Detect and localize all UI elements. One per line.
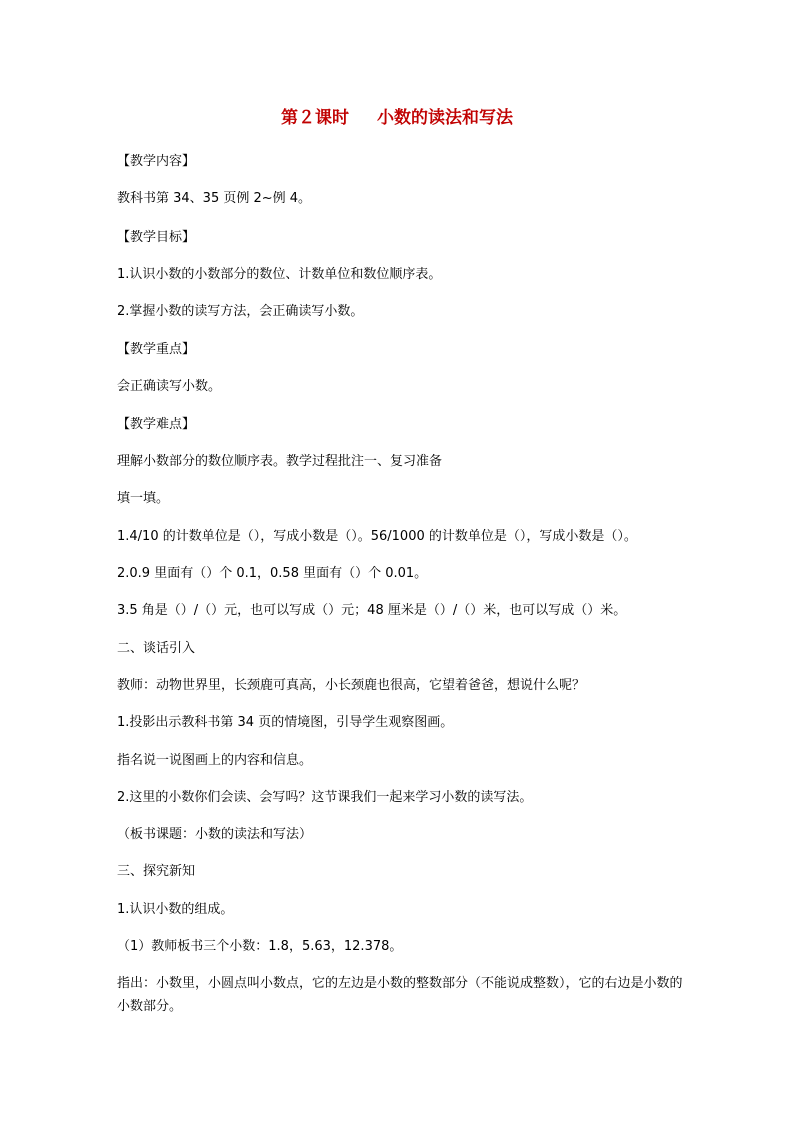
paragraph: 教师：动物世界里，长颈鹿可真高，小长颈鹿也很高，它望着爸爸，想说什么呢？ xyxy=(117,678,586,693)
paragraph: 1.认识小数的组成。 xyxy=(117,902,234,917)
section-heading-intro: 二、谈话引入 xyxy=(117,641,196,656)
section-heading-difficulties: 【教学难点】 xyxy=(117,417,196,432)
paragraph: 填一填。 xyxy=(117,491,170,506)
paragraph: 2.掌握小数的读写方法，会正确读写小数。 xyxy=(117,304,364,319)
paragraph: 指出：小数里，小圆点叫小数点，它的左边是小数的整数部分（不能说成整数），它的右边是小数的小数部分。 xyxy=(117,976,683,1014)
paragraph: 教科书第 34、35 页例 2~例 4。 xyxy=(117,191,312,206)
paragraph: 指名说一说图画上的内容和信息。 xyxy=(117,753,313,768)
paragraph: （1）教师板书三个小数：1.8，5.63，12.378。 xyxy=(117,939,403,954)
section-heading-explore: 三、探究新知 xyxy=(117,864,196,879)
paragraph: 2.这里的小数你们会读、会写吗？这节课我们一起来学习小数的读写法。 xyxy=(117,790,533,805)
paragraph: 3.5 角是（）/（）元，也可以写成（）元；48 厘米是（）/（）米，也可以写成（）米。 xyxy=(117,603,627,618)
paragraph: 2.0.9 里面有（）个 0.1，0.58 里面有（）个 0.01。 xyxy=(117,566,428,581)
section-heading-content: 【教学内容】 xyxy=(117,154,196,169)
title-lesson-name: 小数的读法和写法 xyxy=(377,108,513,128)
title-lesson-number: 第２课时 xyxy=(281,108,349,128)
section-heading-goals: 【教学目标】 xyxy=(117,230,196,245)
paragraph: 会正确读写小数。 xyxy=(117,379,222,394)
paragraph: 1.4/10 的计数单位是（），写成小数是（）。56/1000 的计数单位是（），写成小数是（）。 xyxy=(117,529,637,544)
paragraph: 1.认识小数的小数部分的数位、计数单位和数位顺序表。 xyxy=(117,267,442,282)
section-heading-key-points: 【教学重点】 xyxy=(117,342,196,357)
page-title xyxy=(0,106,794,130)
paragraph: 理解小数部分的数位顺序表。教学过程批注一、复习准备 xyxy=(117,454,443,469)
paragraph: 1.投影出示教科书第 34 页的情境图，引导学生观察图画。 xyxy=(117,715,454,730)
paragraph: （板书课题：小数的读法和写法） xyxy=(117,827,313,842)
